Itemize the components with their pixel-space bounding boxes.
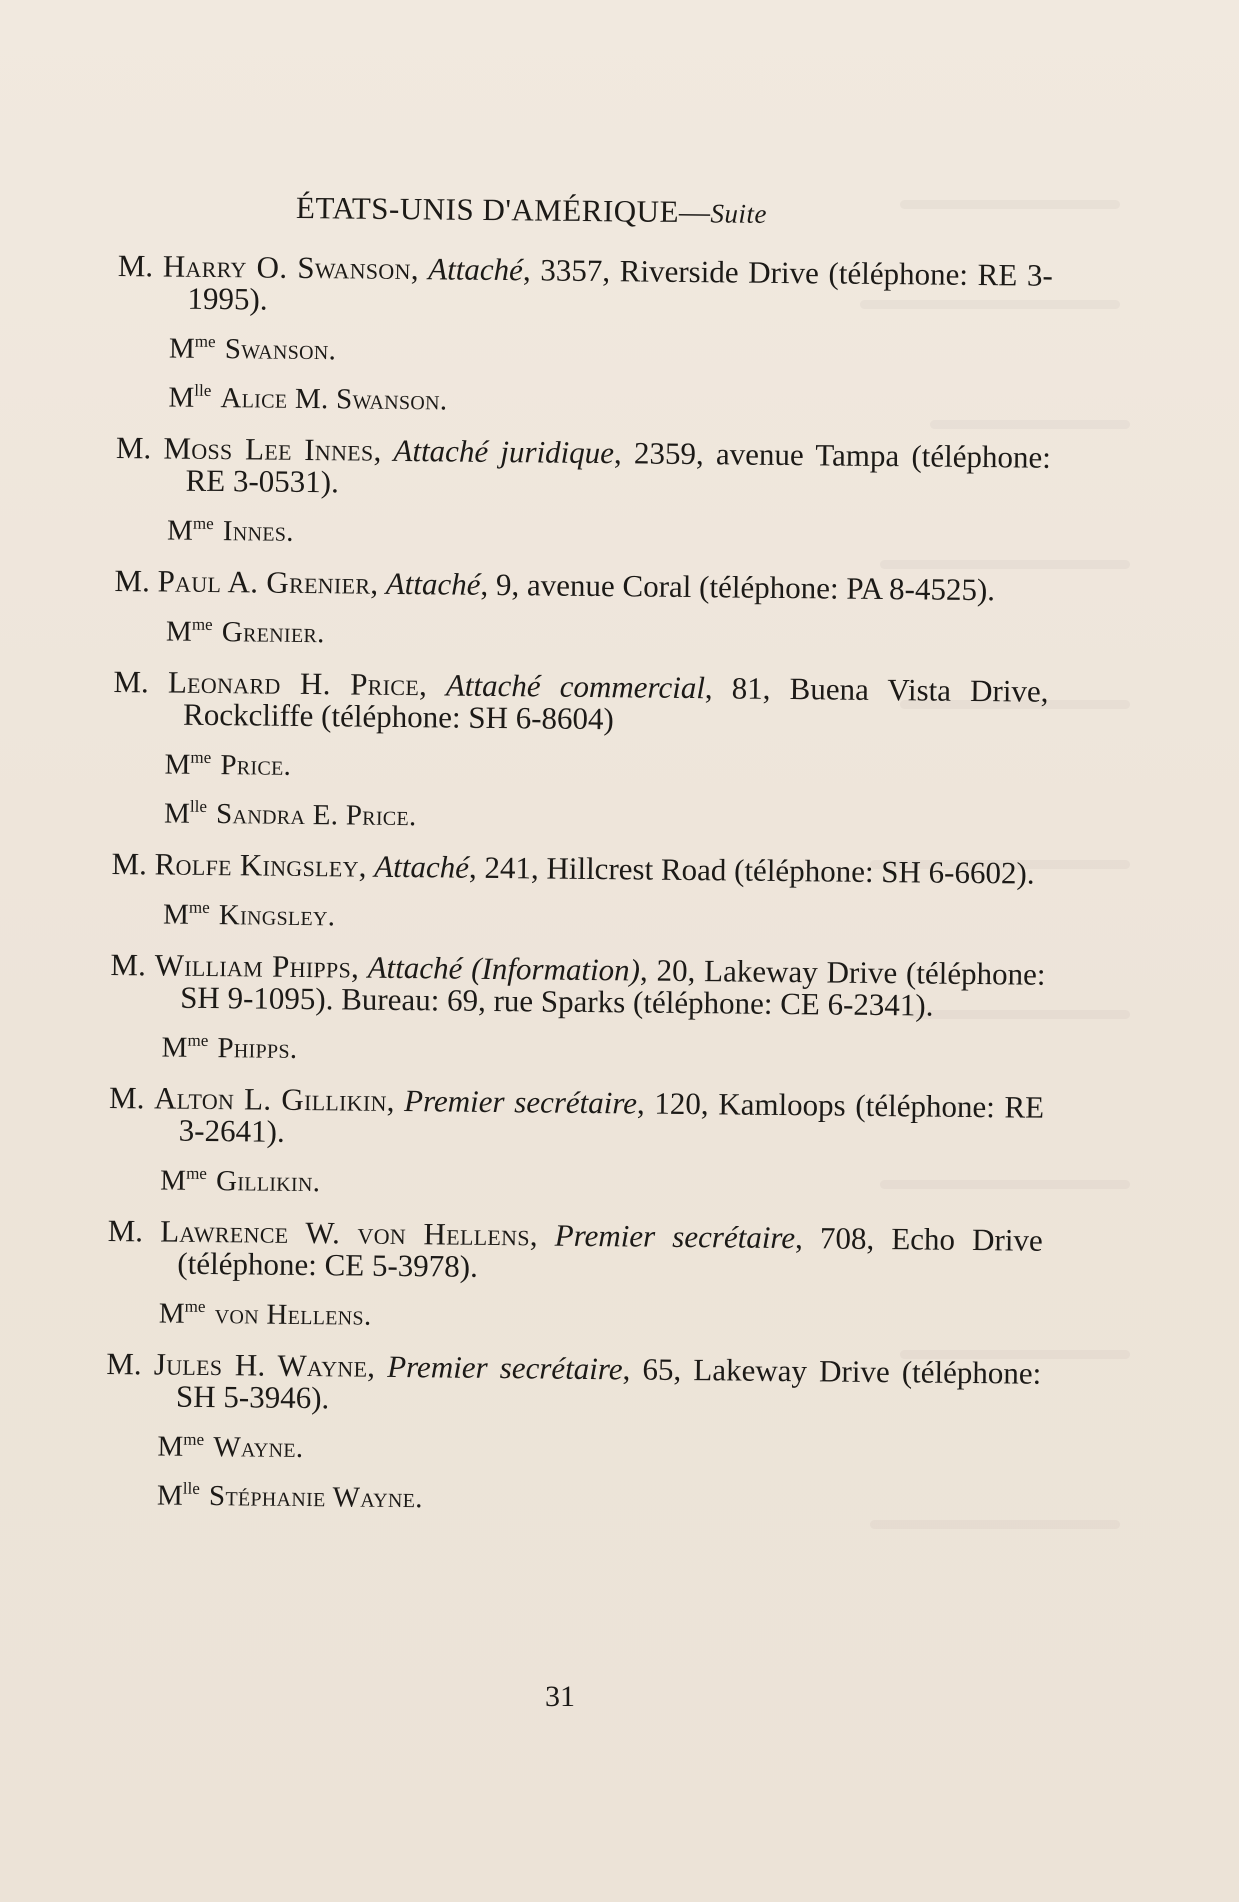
family-member	[109, 1025, 1044, 1072]
directory-entry	[109, 946, 1046, 1072]
entry-details: , 3357, Riverside Drive (téléphone: RE 3-1995).	[187, 252, 1053, 317]
entry-prefix: M.	[111, 845, 148, 882]
entry-title: Attaché	[428, 251, 524, 288]
family-name: Alice M. Swanson.	[220, 382, 448, 417]
honorific: M	[156, 1479, 183, 1512]
family-member	[105, 1473, 1040, 1520]
entry-details: , 65, Lakeway Drive (téléphone: SH 5-3946).	[175, 1351, 1042, 1416]
entry-title: Attaché juridique	[393, 432, 615, 471]
honorific: M	[164, 748, 191, 781]
entry-name: Paul A. Grenier	[157, 563, 371, 601]
entry-separator: ,	[418, 667, 447, 703]
entry-prefix: M.	[108, 1079, 145, 1116]
family-name: von Hellens.	[214, 1298, 372, 1332]
entry-separator: ,	[529, 1217, 555, 1253]
family-name: Price.	[220, 749, 292, 782]
entry-main-line	[110, 946, 1046, 1023]
family-member	[116, 375, 1051, 422]
honorific: M	[168, 332, 195, 365]
entry-prefix: M.	[107, 1212, 144, 1249]
honorific: M	[165, 615, 192, 648]
entry-title: Attaché	[374, 848, 470, 885]
directory-entry	[107, 1212, 1043, 1338]
entry-separator: ,	[386, 1082, 405, 1119]
entry-title: Premier secrétaire	[387, 1348, 623, 1387]
entry-name: Alton L. Gillikin	[153, 1080, 387, 1118]
family-member	[115, 508, 1050, 555]
directory-entry	[112, 663, 1049, 838]
entry-name: Harry O. Swanson	[162, 248, 411, 287]
entry-main-line	[108, 1079, 1045, 1156]
honorific: M	[166, 514, 194, 547]
honorific: M	[157, 1430, 184, 1463]
header-suffix: Suite	[710, 198, 768, 229]
entry-prefix: M.	[117, 248, 154, 284]
directory-entry	[105, 1345, 1042, 1520]
entry-name: Rolfe Kingsley	[154, 846, 359, 884]
honorific: M	[163, 797, 191, 830]
honorific-sup: me	[187, 1030, 209, 1050]
entry-separator: ,	[350, 949, 368, 985]
entry-prefix: M.	[113, 663, 149, 700]
entry-main-line	[106, 1345, 1042, 1422]
entry-name: Leonard H. Price	[167, 664, 420, 703]
family-name: Kingsley.	[218, 899, 336, 933]
entry-details: , 241, Hillcrest Road (téléphone: SH 6-6602).	[468, 849, 1035, 891]
honorific-sup: me	[183, 1429, 205, 1449]
honorific: M	[158, 1297, 185, 1330]
honorific: M	[160, 1164, 187, 1197]
page-number: 31	[545, 1680, 575, 1713]
entry-details: , 120, Kamloops (téléphone: RE 3-2641).	[178, 1085, 1045, 1149]
honorific: M	[162, 898, 190, 931]
entry-details: , 81, Buena Vista Drive, Rockcliffe (téléphone: SH 6-8604)	[182, 670, 1049, 737]
family-member	[108, 1158, 1043, 1205]
honorific-sup: lle	[189, 796, 208, 816]
honorific-sup: lle	[182, 1478, 200, 1498]
entry-name: William Phipps	[154, 947, 352, 985]
family-member	[112, 742, 1047, 789]
honorific-sup: lle	[194, 380, 212, 400]
honorific-sup: me	[186, 1163, 208, 1183]
entry-main-line	[107, 1212, 1043, 1289]
entry-title: Premier secrétaire	[554, 1217, 796, 1256]
family-name: Sandra E. Price.	[215, 798, 417, 833]
entry-main-line	[115, 429, 1052, 506]
entry-details: , 20, Lakeway Drive (téléphone: SH 9-1095). Bureau: 69, rue Sparks (téléphone: CE 6-2341).	[179, 952, 1046, 1023]
directory-entry	[114, 562, 1050, 656]
honorific: M	[168, 381, 195, 414]
family-name: Stéphanie Wayne.	[208, 1480, 423, 1515]
entry-prefix: M.	[110, 946, 147, 983]
entry-main-line	[114, 562, 1049, 608]
entry-separator: ,	[410, 251, 429, 287]
family-name: Phipps.	[217, 1032, 298, 1065]
entry-separator: ,	[358, 848, 375, 884]
honorific-sup: me	[188, 897, 210, 917]
entry-separator: ,	[367, 1348, 388, 1384]
family-member	[112, 791, 1047, 838]
family-name: Gillikin.	[215, 1165, 321, 1199]
family-member	[107, 1291, 1042, 1338]
family-name: Wayne.	[213, 1431, 304, 1465]
directory-entry	[116, 250, 1053, 422]
entry-title: Attaché (Information)	[367, 949, 641, 988]
entry-separator: ,	[370, 565, 387, 601]
honorific-sup: me	[190, 747, 212, 768]
entry-details: , 708, Echo Drive (téléphone: CE 5-3978).	[177, 1220, 1043, 1284]
family-member	[111, 892, 1046, 939]
honorific-sup: me	[194, 331, 216, 352]
family-member	[117, 326, 1052, 373]
directory-entry	[108, 1079, 1045, 1205]
honorific: M	[161, 1031, 188, 1064]
honorific-sup: me	[191, 614, 213, 635]
entry-main-line	[111, 845, 1046, 891]
family-name: Grenier.	[221, 616, 325, 650]
entry-title: Attaché commercial	[445, 667, 706, 706]
family-name: Swanson.	[224, 333, 337, 367]
header-title: ÉTATS-UNIS D'AMÉRIQUE—	[295, 190, 711, 230]
entry-details: , 9, avenue Coral (téléphone: PA 8-4525).	[480, 566, 996, 608]
entry-title: Attaché	[385, 565, 481, 602]
directory-entry	[111, 845, 1047, 939]
entry-prefix: M.	[114, 562, 151, 599]
entry-details: , 2359, avenue Tampa (téléphone: RE 3-0531).	[185, 435, 1052, 500]
entry-name: Lawrence W. von Hellens	[159, 1213, 531, 1253]
honorific-sup: me	[184, 1296, 206, 1316]
entry-title: Premier secrétaire	[403, 1083, 638, 1121]
entry-separator: ,	[373, 432, 394, 468]
honorific-sup: me	[192, 513, 214, 534]
entry-prefix: M.	[106, 1345, 142, 1382]
entry-main-line	[117, 250, 1053, 324]
family-member	[114, 609, 1049, 656]
entry-name: Jules H. Wayne	[153, 1346, 368, 1384]
page-header	[296, 190, 767, 231]
directory-list	[105, 250, 1053, 1540]
entry-main-line	[113, 663, 1049, 740]
family-name: Innes.	[222, 515, 294, 548]
family-member	[105, 1424, 1040, 1471]
directory-entry	[115, 429, 1052, 555]
entry-name: Moss Lee Innes	[163, 430, 374, 468]
entry-prefix: M.	[115, 429, 152, 466]
